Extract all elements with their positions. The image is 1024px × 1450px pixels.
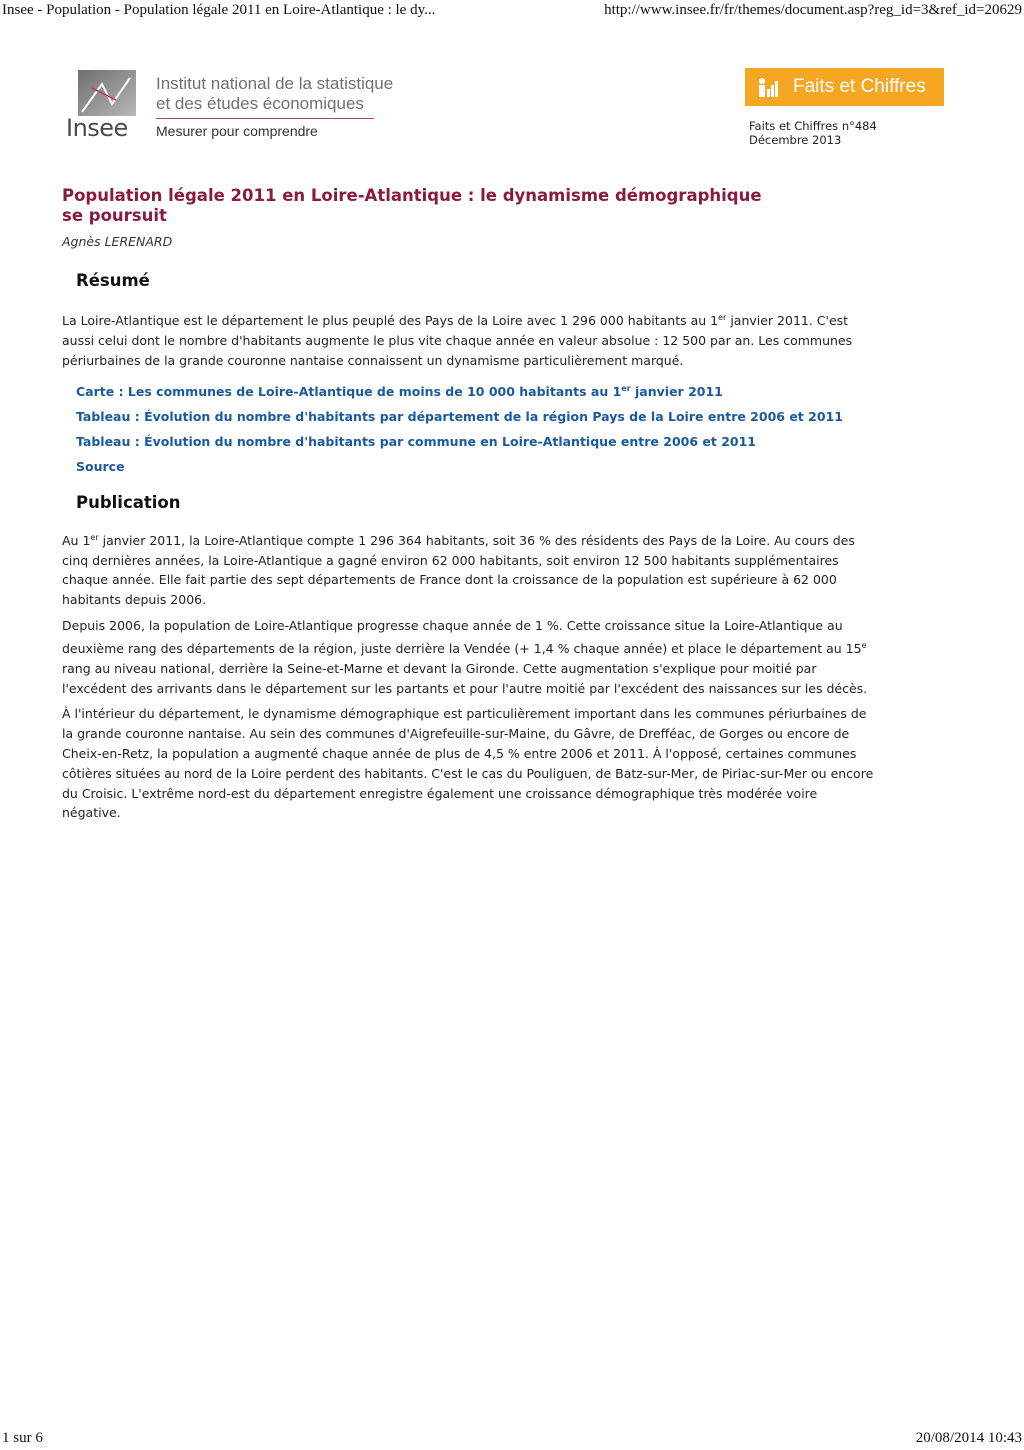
- print-footer: [0, 1430, 1024, 1450]
- summary-superscript: er: [718, 313, 727, 322]
- print-header-url: http://www.insee.fr/fr/themes/document.asp?reg_id=3&ref_id=20629: [604, 2, 1022, 18]
- print-header: [0, 2, 1024, 24]
- issue-date: Décembre 2013: [749, 133, 842, 147]
- p2-text-start: Depuis 2006, la population de Loire-Atlantique progresse chaque année de 1 %. Cette croissance situe la Loire-Atlantique au deuxième rang des départements de la région, juste derrière la Vendée (+ 1,4 % chaque année) et place le département au 15: [62, 618, 862, 656]
- p2-text-end: rang au niveau national, derrière la Seine-et-Marne et devant la Gironde. Cette augmentation s'explique pour moitié par l'excédent des arrivants dans le département sur les partants et pour l'autre moitié par l'excédent des naissances sur les décès.: [62, 660, 868, 696]
- insee-logo[interactable]: [64, 68, 414, 148]
- issue-info: [749, 119, 877, 147]
- institute-name-line-1: Institut national de la statistique: [156, 74, 394, 93]
- link-source[interactable]: Source: [76, 458, 125, 474]
- page-number: 1 sur 6: [2, 1430, 43, 1446]
- faits-et-chiffres-badge[interactable]: [745, 68, 944, 106]
- p1-text-end: janvier 2011, la Loire-Atlantique compte 1 296 364 habitants, soit 36 % des résidents des Pays de la Loire. Au cours des cinq dernières années, la Loire-Atlantique a gagné environ 62 000 habitants, soit environ 12 500 habitants supplémentaires chaque année. Elle fait partie des sept départements de France dont la croissance de la population est supérieure à 62 000 habitants depuis 2006.: [62, 532, 855, 608]
- article-author: Agnès LERENARD: [62, 234, 173, 249]
- badge-label: Faits et Chiffres: [793, 76, 926, 97]
- p1-superscript: er: [90, 532, 99, 542]
- link-carte-text-end: janvier 2011: [630, 383, 723, 399]
- p1-text-start: Au 1: [62, 532, 91, 548]
- summary-text-end: janvier 2011. C'est aussi celui dont le nombre d'habitants augmente le plus vite chaque année en valeur absolue : 12 500 par an. Les communes périurbaines de la grande couronne nantaise connaissent un dynamisme particulièrement marqué.: [62, 313, 853, 368]
- article-title: Population légale 2011 en Loire-Atlantique : le dynamisme démographique se poursuit: [62, 186, 762, 225]
- institute-name-line-2: et des études économiques: [156, 94, 364, 113]
- institute-name: [156, 74, 393, 114]
- article: [62, 186, 874, 823]
- p2-superscript: e: [861, 640, 867, 650]
- link-carte-superscript: er: [621, 383, 631, 393]
- publication-paragraph-1: [62, 528, 874, 610]
- print-header-title: Insee - Population - Population légale 2011 en Loire-Atlantique : le dy...: [2, 2, 436, 18]
- publication-paragraph-2: [62, 616, 874, 698]
- summary-paragraph: [62, 308, 874, 371]
- insee-wordmark: Insee: [66, 114, 128, 142]
- print-datetime: 20/08/2014 10:43: [915, 1430, 1022, 1446]
- link-tableau-communes[interactable]: Tableau : Évolution du nombre d'habitants par commune en Loire-Atlantique entre 2006 et 2011: [76, 433, 756, 449]
- chart-people-icon: [755, 75, 781, 99]
- issue-number: Faits et Chiffres n°484: [749, 119, 877, 133]
- insee-slogan: Mesurer pour comprendre: [156, 123, 318, 139]
- publication-heading: Publication: [76, 492, 181, 512]
- summary-heading: Résumé: [76, 271, 150, 290]
- link-carte-text-start: Carte : Les communes de Loire-Atlantique de moins de 10 000 habitants au 1: [76, 383, 622, 399]
- insee-logo-icon: [72, 70, 138, 118]
- publication-paragraph-3: À l'intérieur du département, le dynamisme démographique est particulièrement important dans les communes périurbaines de la grande couronne nantaise. Au sein des communes d'Aigrefeuille-sur-Maine, du Gâvre, de Drefféac, de Gorges ou encore de Cheix-en-Retz, la population a augmenté chaque année de plus de 4,5 % entre 2006 et 2011. À l'opposé, certaines communes côtières situées au nord de la Loire perdent des habitants. C'est le cas du Pouliguen, de Batz-sur-Mer, de Piriac-sur-Mer ou encore du Croisic. L'extrême nord-est du département enregistre également une croissance démographique très modérée voire négative.: [62, 706, 874, 821]
- link-tableau-departements[interactable]: Tableau : Évolution du nombre d'habitants par département de la région Pays de la Loire entre 2006 et 2011: [76, 408, 843, 424]
- link-carte-communes[interactable]: [76, 381, 856, 400]
- related-links: [76, 381, 874, 475]
- logo-divider: [156, 118, 374, 119]
- summary-text-start: La Loire-Atlantique est le département le plus peuplé des Pays de la Loire avec 1 296 000 habitants au 1: [62, 313, 719, 329]
